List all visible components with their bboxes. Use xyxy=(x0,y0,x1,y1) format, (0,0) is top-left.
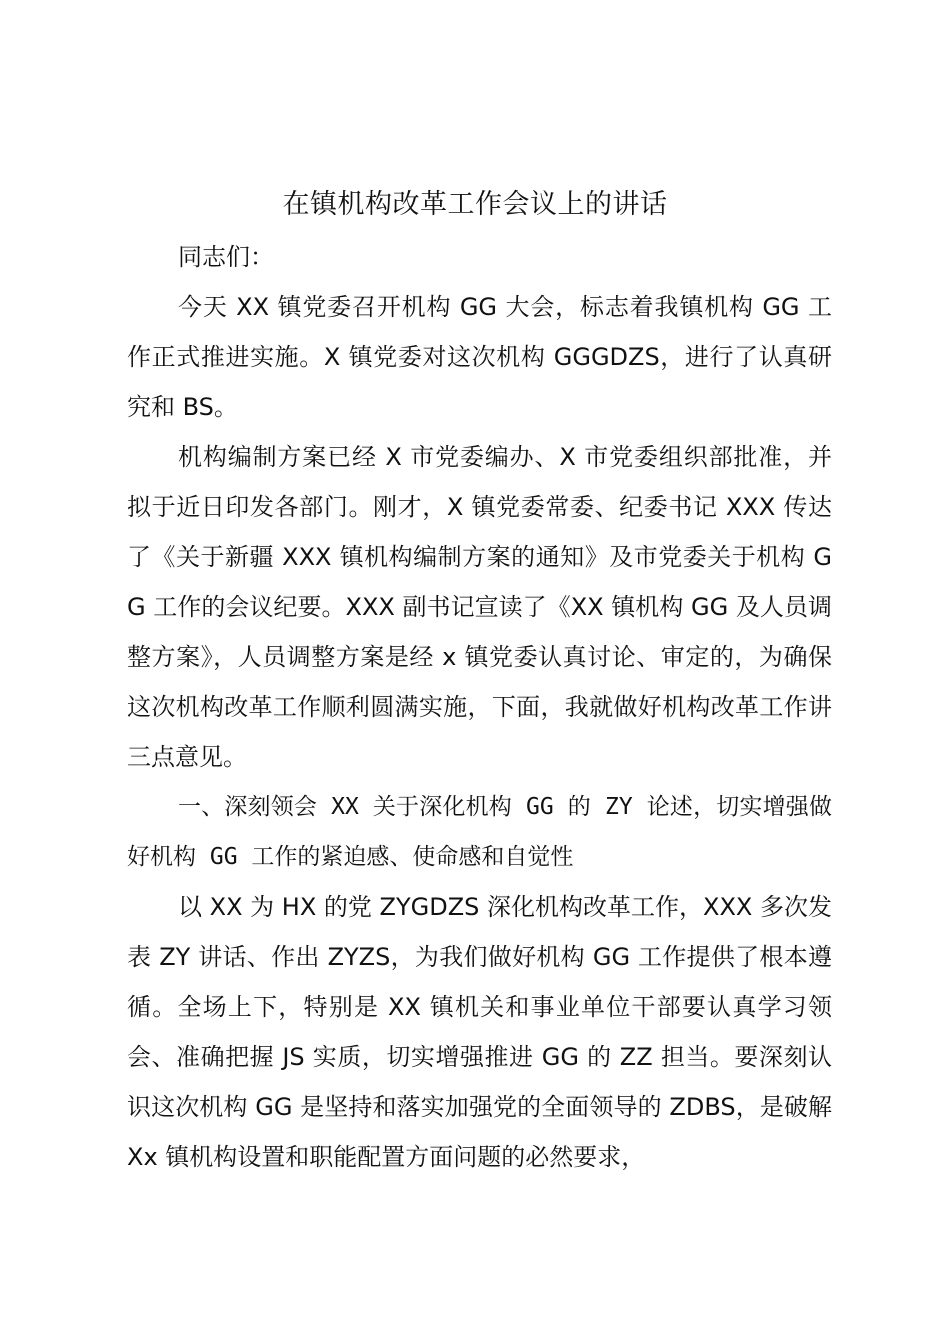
paragraph-3: 以 XX 为 HX 的党 ZYGDZS 深化机构改革工作，XXX 多次发表 ZY 讲话、作出 ZYZS，为我们做好机构 GG 工作提供了根本遵循。全场上下，特别是 XX 镇机关和事业单位干部要认真学习领会、准确把握 JS 实质，切实增强推进 GG 的 ZZ 担当。要深刻认识这次机构 GG 是坚持和落实加强党的全面领导的 ZDBS，是破解 Xx 镇机构设置和职能配置方面问题的必然要求， xyxy=(127,893,832,1171)
document-body xyxy=(127,232,832,1182)
paragraph-1: 今天 XX 镇党委召开机构 GG 大会，标志着我镇机构 GG 工作正式推进实施。X 镇党委对这次机构 GGGDZS，进行了认真研究和 BS。 xyxy=(127,293,832,421)
paragraph-2: 机构编制方案已经 X 市党委编办、X 市党委组织部批准，并拟于近日印发各部门。刚才，X 镇党委常委、纪委书记 XXX 传达了《关于新疆 XXX 镇机构编制方案的通知》及市党委关于机构 GG 工作的会议纪要。XXX 副书记宣读了《XX 镇机构 GG 及人员调整方案》，人员调整方案是经 x 镇党委认真讨论、审定的，为确保这次机构改革工作顺利圆满实施，下面，我就做好机构改革工作讲三点意见。 xyxy=(127,443,832,771)
section-heading: 一、深刻领会 XX 关于深化机构 GG 的 ZY 论述，切实增强做好机构 GG 工作的紧迫感、使命感和自觉性 xyxy=(127,794,832,870)
salutation: 同志们： xyxy=(178,243,274,271)
document-title: 在镇机构改革工作会议上的讲话 xyxy=(282,189,668,220)
